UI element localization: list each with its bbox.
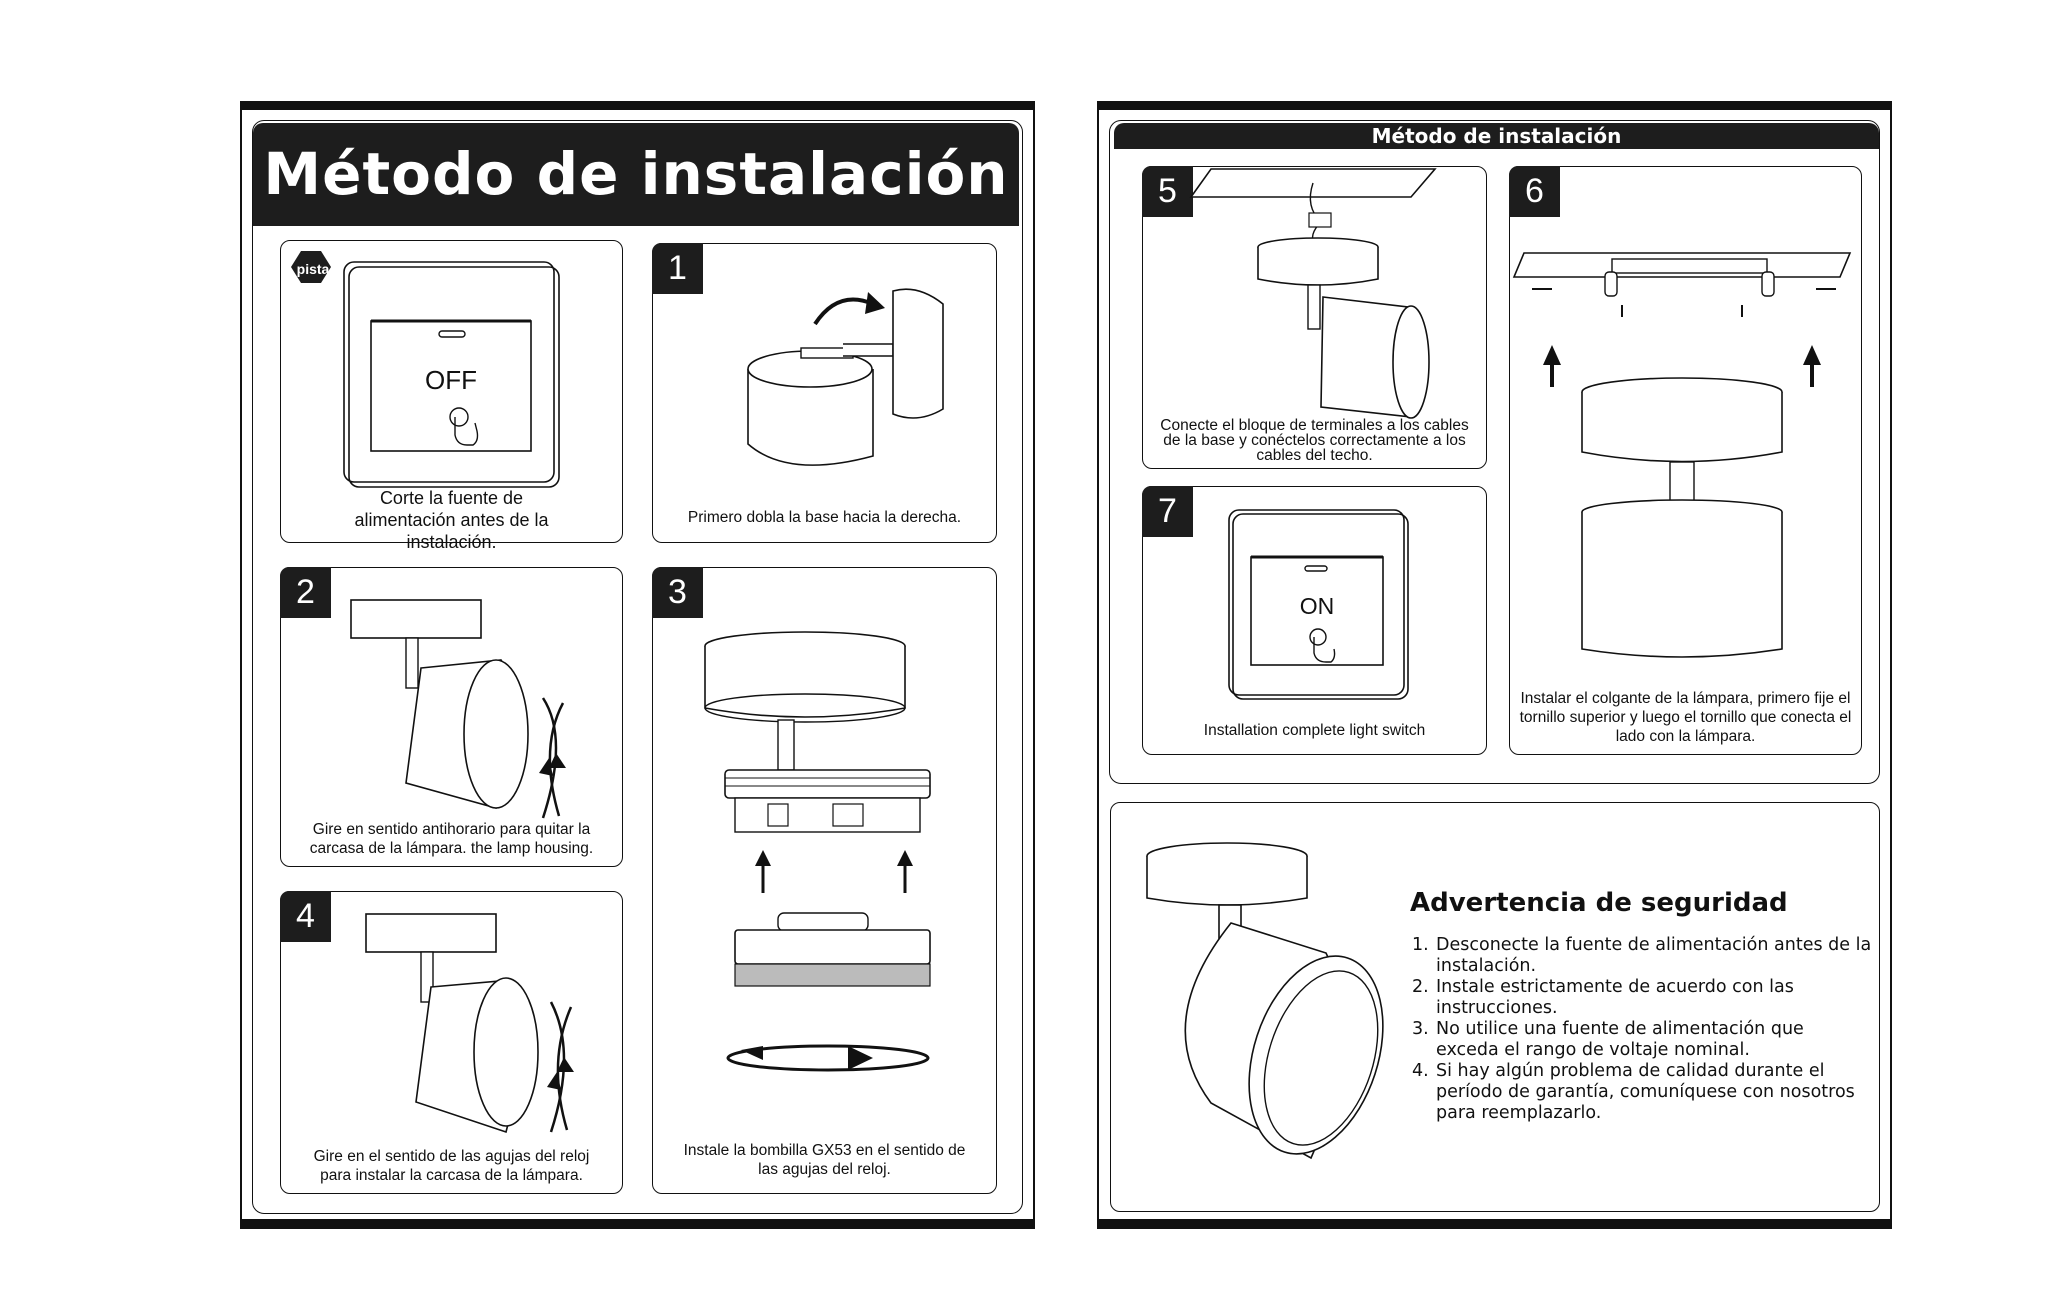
step-3-number: 3	[652, 567, 703, 618]
step-2-number: 2	[280, 567, 331, 618]
page-title: Método de instalación	[253, 123, 1019, 226]
warning-title: Advertencia de seguridad	[1410, 888, 1788, 918]
tip-badge: pista	[296, 261, 330, 277]
list-item: 1. Desconecte la fuente de alimentación antes de la instalación.	[1412, 935, 1872, 976]
step-6-number: 6	[1509, 166, 1560, 217]
step-5-caption: Conecte el bloque de terminales a los cables de la base y conéctelos correctamente a los cables del techo.	[1160, 417, 1469, 464]
step-7-number: 7	[1142, 486, 1193, 537]
step-1-number: 1	[652, 243, 703, 294]
step-2-card	[280, 567, 623, 867]
page-title-small: Método de instalación	[1114, 123, 1879, 149]
step-4-number: 4	[280, 891, 331, 942]
step-4-caption: Gire en el sentido de las agujas del reloj para instalar la carcasa de la lámpara.	[313, 1148, 590, 1184]
power-on-illustration	[1143, 487, 1488, 756]
step-1-card	[652, 243, 997, 543]
step-2-caption: Gire en sentido antihorario para quitar la carcasa de la lámpara. the lamp housing.	[309, 821, 594, 857]
tip-card	[280, 240, 623, 552]
step-5-number: 5	[1142, 166, 1193, 217]
mount-bracket-illustration	[1510, 167, 1863, 756]
step-1-caption: Primero dobla la base hacia la derecha.	[687, 509, 962, 526]
step-3-card	[652, 567, 997, 1194]
list-item: 2. Instale estrictamente de acuerdo con las instrucciones.	[1412, 977, 1794, 1018]
tip-caption: Corte la fuente de alimentación antes de la instalación.	[354, 488, 549, 552]
base-fold-illustration	[653, 244, 998, 544]
step-7-card	[1142, 486, 1487, 755]
step-4-card	[280, 891, 623, 1194]
switch-off-label: OFF	[425, 365, 477, 395]
warning-list	[1412, 935, 1872, 1124]
switch-on-label: ON	[1299, 593, 1335, 619]
step-3-caption: Instale la bombilla GX53 en el sentido de las agujas del reloj.	[683, 1142, 966, 1178]
install-bulb-illustration	[653, 568, 998, 1195]
step-6-card	[1509, 166, 1862, 755]
step-7-caption: Installation complete light switch	[1203, 722, 1426, 739]
step-5-card	[1142, 166, 1487, 469]
list-item: 3. No utilice una fuente de alimentación que exceda el rango de voltaje nominal.	[1412, 1019, 1804, 1060]
step-6-caption: Instalar el colgante de la lámpara, primero fije el tornillo superior y luego el tornillo que conecta el lado con la lámpara.	[1519, 690, 1852, 745]
list-item: 4. Si hay algún problema de calidad durante el período de garantía, comuníquese con nosotros para reemplazarlo.	[1412, 1061, 1855, 1123]
